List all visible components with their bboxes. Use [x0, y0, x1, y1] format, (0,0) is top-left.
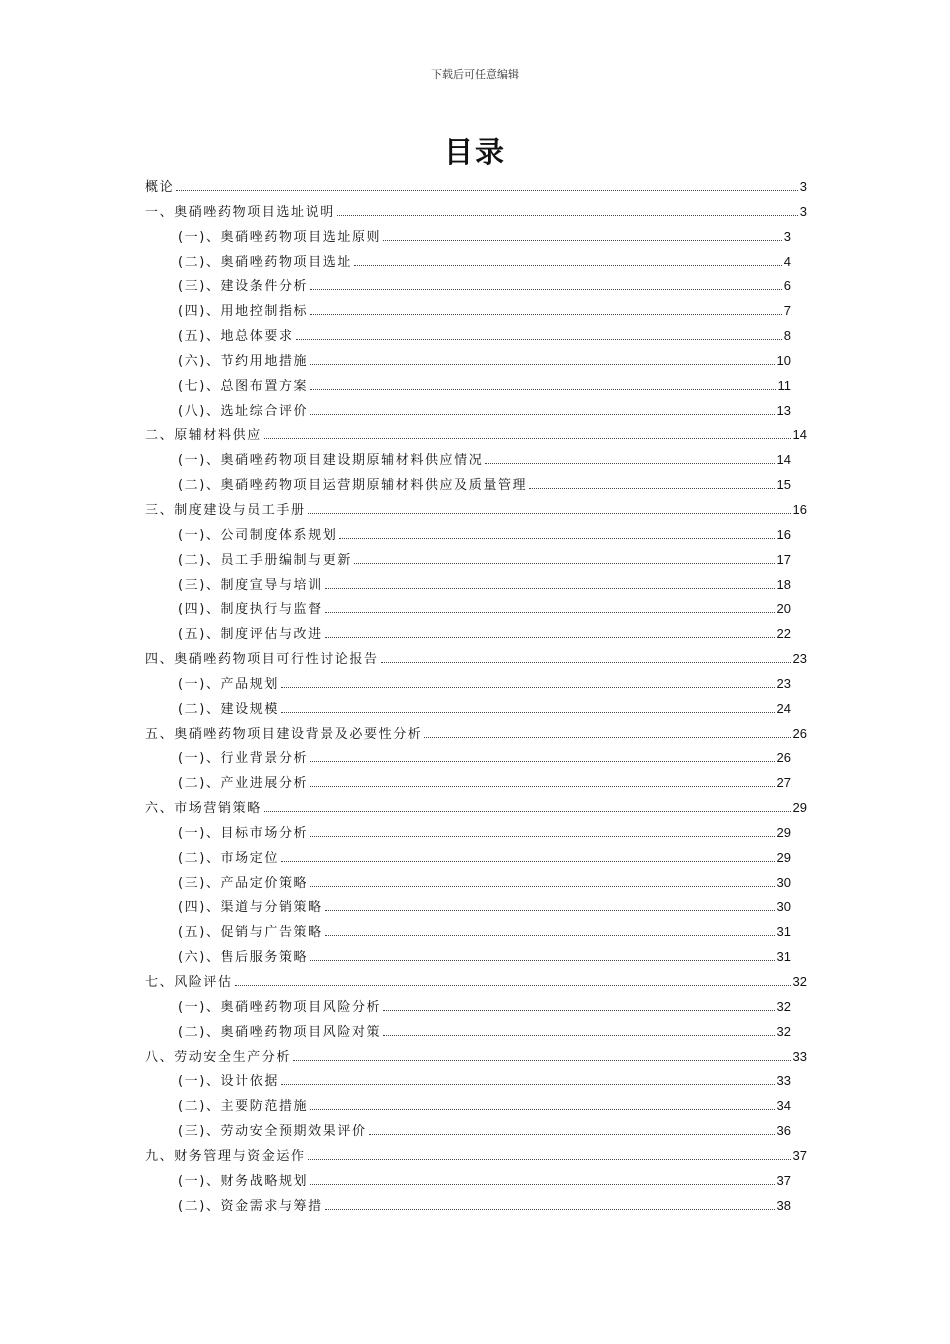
toc-dot-leader — [310, 960, 774, 961]
toc-entry[interactable] — [145, 723, 807, 748]
toc-entry-label: 八、劳动安全生产分析 — [145, 1049, 292, 1065]
toc-entry-label: (三)、制度宣导与培训 — [178, 577, 323, 593]
toc-entry-label: 三、制度建设与员工手册 — [145, 502, 306, 518]
toc-entry[interactable] — [145, 300, 791, 325]
toc-entry[interactable] — [145, 747, 791, 772]
toc-entry[interactable] — [145, 797, 807, 822]
toc-dot-leader — [176, 190, 798, 191]
toc-entry-page: 30 — [776, 874, 791, 890]
toc-entry-page: 31 — [776, 949, 791, 965]
toc-dot-leader — [308, 513, 791, 514]
toc-entry-page: 38 — [776, 1197, 791, 1213]
toc-entry-page: 32 — [776, 998, 791, 1014]
toc-entry-label: (二)、产业进展分析 — [178, 776, 309, 792]
toc-dot-leader — [354, 563, 775, 564]
toc-entry[interactable] — [145, 400, 791, 425]
toc-entry-page: 3 — [799, 203, 807, 219]
toc-entry[interactable] — [145, 921, 791, 946]
toc-entry[interactable] — [145, 1046, 807, 1071]
toc-dot-leader — [264, 811, 791, 812]
toc-entry-page: 23 — [776, 675, 791, 691]
toc-dot-leader — [339, 538, 774, 539]
toc-dot-leader — [310, 364, 774, 365]
toc-entry-label: (四)、制度执行与监督 — [178, 602, 323, 618]
toc-dot-leader — [383, 240, 782, 241]
toc-entry-label: (六)、节约用地措施 — [178, 353, 309, 369]
toc-dot-leader — [281, 1084, 775, 1085]
toc-entry-label: 概论 — [145, 180, 175, 195]
toc-entry[interactable] — [145, 549, 791, 574]
toc-entry[interactable] — [145, 524, 791, 549]
toc-entry-page: 32 — [792, 974, 807, 989]
toc-entry-page: 37 — [792, 1147, 807, 1163]
toc-dot-leader — [310, 1109, 774, 1110]
toc-entry[interactable] — [145, 772, 791, 797]
toc-entry-label: 一、奥硝唑药物项目选址说明 — [145, 204, 335, 220]
toc-dot-leader — [383, 1035, 774, 1036]
toc-entry-page: 33 — [792, 1048, 807, 1064]
toc-entry-page: 31 — [776, 924, 791, 940]
toc-entry-page: 29 — [792, 800, 807, 816]
toc-dot-leader — [308, 1159, 791, 1160]
toc-entry[interactable] — [145, 1021, 791, 1046]
toc-entry[interactable] — [145, 673, 791, 698]
toc-entry[interactable] — [145, 325, 791, 350]
toc-entry[interactable] — [145, 449, 791, 474]
toc-entry-page: 33 — [776, 1073, 791, 1089]
toc-entry-label: (四)、渠道与分销策略 — [178, 900, 323, 916]
header-note: 下载后可任意编辑 — [431, 68, 519, 81]
toc-dot-leader — [325, 1209, 775, 1210]
toc-dot-leader — [325, 612, 775, 613]
toc-entry[interactable] — [145, 1145, 807, 1170]
toc-entry-label: (二)、建设规模 — [178, 701, 279, 717]
toc-entry-page: 13 — [776, 402, 791, 418]
toc-entry-label: (一)、奥硝唑药物项目风险分析 — [178, 999, 382, 1015]
toc-entry[interactable] — [145, 474, 791, 499]
toc-entry-page: 29 — [776, 849, 791, 865]
toc-entry-page: 14 — [776, 452, 791, 468]
toc-dot-leader — [310, 389, 775, 390]
toc-entry-page: 34 — [776, 1098, 791, 1114]
toc-dot-leader — [296, 339, 782, 340]
toc-entry-page: 15 — [776, 477, 791, 493]
toc-entry[interactable] — [145, 896, 791, 921]
toc-entry[interactable] — [145, 499, 807, 524]
toc-entry-label: (二)、主要防范措施 — [178, 1099, 309, 1115]
toc-entry-page: 26 — [776, 750, 791, 766]
toc-entry-label: (二)、奥硝唑药物项目运营期原辅材料供应及质量管理 — [178, 478, 528, 494]
toc-entry[interactable] — [145, 971, 807, 996]
toc-entry-label: (二)、奥硝唑药物项目选址 — [178, 254, 352, 270]
toc-entry[interactable] — [145, 1120, 791, 1145]
toc-entry-label: 九、财务管理与资金运作 — [145, 1148, 306, 1164]
toc-entry-page: 17 — [776, 551, 791, 567]
toc-entry-page: 14 — [792, 427, 807, 443]
toc-dot-leader — [281, 687, 775, 688]
toc-dot-leader — [354, 265, 782, 266]
toc-dot-leader — [485, 463, 774, 464]
toc-entry-label: (六)、售后服务策略 — [178, 950, 309, 966]
toc-entry-page: 8 — [783, 328, 791, 344]
toc-entry-page: 3 — [799, 179, 807, 194]
toc-entry-label: (一)、设计依据 — [178, 1074, 279, 1090]
toc-dot-leader — [369, 1134, 775, 1135]
toc-entry-label: (二)、市场定位 — [178, 850, 279, 866]
toc-entry-page: 24 — [776, 700, 791, 716]
toc-entry-page: 32 — [776, 1023, 791, 1039]
toc-entry-page: 26 — [792, 725, 807, 741]
toc-entry-label: (五)、地总体要求 — [178, 329, 294, 345]
toc-entry-label: (一)、产品规划 — [178, 676, 279, 692]
toc-entry-label: (一)、目标市场分析 — [178, 825, 309, 841]
toc-entry-page: 4 — [783, 253, 791, 269]
toc-entry-label: (二)、奥硝唑药物项目风险对策 — [178, 1024, 382, 1040]
toc-dot-leader — [235, 985, 791, 986]
toc-entry-label: (三)、产品定价策略 — [178, 875, 309, 891]
toc-entry-label: (二)、资金需求与筹措 — [178, 1198, 323, 1214]
toc-entry-page: 18 — [776, 576, 791, 592]
toc-entry-page: 30 — [776, 899, 791, 915]
toc-dot-leader — [529, 488, 774, 489]
toc-entry-label: 二、原辅材料供应 — [145, 428, 262, 444]
toc-entry[interactable] — [145, 847, 791, 872]
toc-dot-leader — [310, 761, 774, 762]
toc-entry[interactable] — [145, 648, 807, 673]
toc-entry[interactable] — [145, 1170, 791, 1195]
toc-dot-leader — [337, 215, 798, 216]
toc-entry-label: (七)、总图布置方案 — [178, 378, 309, 394]
toc-entry[interactable] — [145, 350, 791, 375]
toc-entry[interactable] — [145, 176, 807, 201]
toc-entry-page: 23 — [792, 651, 807, 667]
toc-dot-leader — [310, 1184, 774, 1185]
toc-entry[interactable] — [145, 226, 791, 251]
toc-entry[interactable] — [145, 946, 791, 971]
toc-title: 目录 — [443, 135, 506, 169]
toc-dot-leader — [310, 786, 774, 787]
toc-dot-leader — [310, 886, 774, 887]
toc-dot-leader — [281, 861, 775, 862]
toc-entry-page: 7 — [783, 303, 791, 319]
toc-entry-label: (一)、奥硝唑药物项目建设期原辅材料供应情况 — [178, 453, 484, 469]
toc-entry[interactable] — [145, 375, 791, 400]
toc-dot-leader — [310, 836, 774, 837]
toc-dot-leader — [325, 588, 775, 589]
toc-entry-label: (五)、促销与广告策略 — [178, 925, 323, 941]
toc-entry[interactable] — [145, 275, 791, 300]
toc-entry-page: 16 — [792, 501, 807, 517]
toc-dot-leader — [281, 712, 775, 713]
toc-dot-leader — [310, 289, 782, 290]
toc-entry-label: (一)、行业背景分析 — [178, 751, 309, 767]
toc-entry[interactable] — [145, 1070, 791, 1095]
toc-entry-label: (五)、制度评估与改进 — [178, 627, 323, 643]
toc-entry-label: (一)、财务战略规划 — [178, 1173, 309, 1189]
toc-entry-page: 29 — [776, 824, 791, 840]
toc-entry[interactable] — [145, 872, 791, 897]
toc-entry-page: 22 — [776, 626, 791, 642]
toc-entry-page: 11 — [777, 377, 791, 393]
toc-entry[interactable] — [145, 598, 791, 623]
toc-entry-page: 10 — [776, 352, 791, 368]
toc-entry[interactable] — [145, 1195, 791, 1220]
toc-entry-page: 27 — [776, 775, 791, 791]
toc-entry-label: (三)、建设条件分析 — [178, 279, 309, 295]
toc-entry-page: 3 — [783, 228, 791, 244]
toc-dot-leader — [325, 637, 775, 638]
toc-entry-label: 六、市场营销策略 — [145, 801, 262, 817]
toc-entry[interactable] — [145, 424, 807, 449]
toc-entry[interactable] — [145, 1095, 791, 1120]
toc-entry-page: 20 — [776, 601, 791, 617]
toc-entry-label: (三)、劳动安全预期效果评价 — [178, 1124, 367, 1140]
toc-entry[interactable] — [145, 822, 791, 847]
toc-entry-page: 36 — [776, 1123, 791, 1139]
toc-entry-label: (八)、选址综合评价 — [178, 403, 309, 419]
toc-entry[interactable] — [145, 574, 791, 599]
toc-dot-leader — [424, 737, 790, 738]
toc-entry-label: (四)、用地控制指标 — [178, 304, 309, 320]
toc-dot-leader — [264, 438, 791, 439]
toc-entry[interactable] — [145, 996, 791, 1021]
toc-entry-label: (一)、公司制度体系规划 — [178, 527, 338, 543]
toc-dot-leader — [325, 935, 775, 936]
toc-entry[interactable] — [145, 623, 791, 648]
toc-entry[interactable] — [145, 251, 791, 276]
toc-entry[interactable] — [145, 698, 791, 723]
toc-entry-page: 6 — [783, 278, 791, 294]
toc-dot-leader — [310, 414, 774, 415]
toc-entry-label: 四、奥硝唑药物项目可行性讨论报告 — [145, 652, 379, 668]
toc-entry-label: (一)、奥硝唑药物项目选址原则 — [178, 229, 382, 245]
toc-dot-leader — [381, 662, 791, 663]
toc-dot-leader — [293, 1060, 791, 1061]
toc-entry-page: 37 — [776, 1172, 791, 1188]
toc-entry-label: (二)、员工手册编制与更新 — [178, 552, 352, 568]
toc-dot-leader — [310, 314, 782, 315]
toc-dot-leader — [383, 1010, 774, 1011]
toc-entry[interactable] — [145, 201, 807, 226]
toc-entry-label: 七、风险评估 — [145, 975, 233, 990]
toc-entry-page: 16 — [776, 526, 791, 542]
toc-entry-label: 五、奥硝唑药物项目建设背景及必要性分析 — [145, 726, 423, 742]
table-of-contents — [145, 176, 807, 1219]
toc-dot-leader — [325, 910, 775, 911]
